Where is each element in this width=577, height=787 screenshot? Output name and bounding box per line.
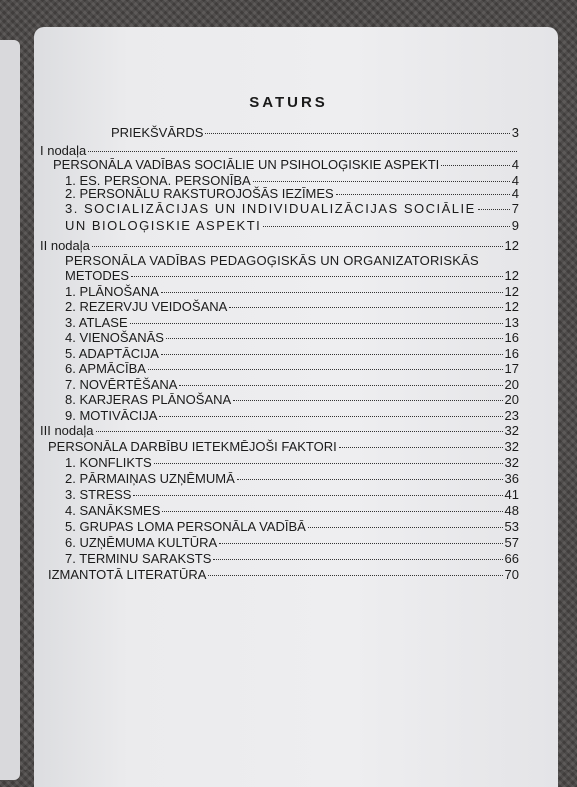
dot-leader [92,246,503,247]
toc-entry [111,125,519,141]
dot-leader [133,495,502,496]
toc-entry [40,423,519,439]
dot-leader [219,543,502,544]
toc-entry-page-number: 32 [504,423,519,438]
toc-entry [65,253,519,269]
toc-entry [65,471,519,487]
toc-entry [65,408,519,424]
toc-entry [65,299,519,315]
toc-entry-label: 1. KONFLIKTS [65,455,152,470]
page-title: SATURS [249,94,328,111]
dot-leader [205,133,509,134]
toc-entry-page-number: 16 [504,346,519,361]
toc-entry-label: 1. ES. PERSONA. PERSONĪBA [65,173,251,188]
dot-leader [159,416,502,417]
dot-leader [253,181,510,182]
toc-entry [65,218,519,234]
dot-leader [229,307,502,308]
toc-entry-page-number: 48 [504,503,519,518]
toc-entry-label: 7. TERMINU SARAKSTS [65,551,212,566]
dot-leader [130,323,503,324]
toc-entry-page-number: 70 [504,567,519,582]
toc-entry-label: UN BIOLOĢISKIE ASPEKTI [65,218,262,233]
dot-leader [148,369,503,370]
dot-leader [478,209,510,210]
dot-leader [154,463,503,464]
dot-leader [208,575,502,576]
toc-entry-label: 2. PĀRMAIŅAS UZŅĒMUMĀ [65,471,235,486]
toc-entry [65,284,519,300]
toc-entry-page-number: 12 [504,284,519,299]
toc-entry-label: II nodaļa [40,238,90,253]
toc-entry-label: 3. ATLASE [65,315,128,330]
toc-entry-page-number: 23 [504,408,519,423]
dot-leader [263,226,509,227]
toc-entry-page-number: 16 [504,330,519,345]
toc-entry-label: III nodaļa [40,423,94,438]
toc-entry-page-number: 66 [504,551,519,566]
toc-entry [65,315,519,331]
toc-entry-label: 3. STRESS [65,487,132,502]
toc-entry-label: PERSONĀLA VADĪBAS SOCIĀLIE UN PSIHOLOĢISKIE ASPEKTI [53,157,440,172]
dot-leader [166,338,503,339]
toc-entry [65,519,519,535]
toc-entry-label: 3. SOCIALIZĀCIJAS UN INDIVIDUALIZĀCIJAS SOCIĀLIE [65,201,476,216]
dot-leader [161,354,503,355]
toc-entry-page-number: 32 [504,439,519,454]
dot-leader [131,276,502,277]
dot-leader [88,151,517,152]
toc-entry-label: METODES [65,268,130,283]
toc-entry-page-number: 9 [511,218,519,233]
toc-entry-label: I nodaļa [40,143,87,158]
toc-entry [48,567,519,583]
toc-entry [65,330,519,346]
toc-entry [65,455,519,471]
toc-entry-page-number: 3 [511,125,519,140]
dot-leader [96,431,503,432]
toc-entry [40,238,519,254]
toc-entry-label: 6. APMĀCĪBA [65,361,146,376]
toc-entry [65,268,519,284]
toc-entry [65,201,519,217]
toc-entry [53,157,519,173]
toc-entry [65,535,519,551]
dot-leader [308,527,503,528]
toc-entry [48,439,519,455]
dot-leader [441,165,509,166]
toc-entry-label: PERSONĀLA VADĪBAS PEDAGOĢISKĀS UN ORGANIZATORISKĀS [65,253,479,268]
toc-entry-page-number: 7 [511,201,519,216]
toc-entry-page-number: 12 [504,299,519,314]
toc-entry [65,551,519,567]
toc-entry [65,503,519,519]
toc-entry-page-number: 17 [504,361,519,376]
toc-entry-page-number: 4 [511,173,519,188]
toc-entry-page-number: 4 [511,186,519,201]
toc-entry-page-number: 32 [504,455,519,470]
toc-entry-label: 8. KARJERAS PLĀNOŠANA [65,392,232,407]
toc-entry-page-number: 57 [504,535,519,550]
toc-entry-page-number: 36 [504,471,519,486]
toc-entry-page-number: 13 [504,315,519,330]
toc-entry-label: IZMANTOTĀ LITERATŪRA [48,567,207,582]
dot-leader [336,194,510,195]
toc-entry-label: 9. MOTIVĀCIJA [65,408,158,423]
dot-leader [162,511,502,512]
toc-entry-page-number: 20 [504,377,519,392]
dot-leader [339,447,503,448]
toc-entry-label: 5. GRUPAS LOMA PERSONĀLA VADĪBĀ [65,519,306,534]
toc-entry-label: 4. VIENOŠANĀS [65,330,164,345]
toc-entry [65,377,519,393]
dot-leader [179,385,502,386]
toc-entry [65,186,519,202]
toc-entry-label: PRIEKŠVĀRDS [111,125,204,140]
toc-entry [65,361,519,377]
dot-leader [213,559,502,560]
dot-leader [237,479,503,480]
toc-entry-label: 5. ADAPTĀCIJA [65,346,159,361]
toc-entry-page-number: 12 [504,268,519,283]
toc-entry-page-number: 53 [504,519,519,534]
toc-entry-label: 4. SANĀKSMES [65,503,161,518]
dot-leader [161,292,503,293]
toc-entry [65,392,519,408]
toc-entry-label: 2. REZERVJU VEIDOŠANA [65,299,228,314]
toc-entry-label: 1. PLĀNOŠANA [65,284,159,299]
dot-leader [233,400,502,401]
toc-entry-page-number: 12 [504,238,519,253]
toc-entry-page-number: 41 [504,487,519,502]
toc-entry-label: 6. UZŅĒMUMA KULTŪRA [65,535,218,550]
toc-entry-page-number: 20 [504,392,519,407]
toc-entry-label: PERSONĀLA DARBĪBU IETEKMĒJOŠI FAKTORI [48,439,337,454]
toc-entry-label: 2. PERSONĀLU RAKSTUROJOŠĀS IEZĪMES [65,186,334,201]
toc-entry-page-number: 4 [511,157,519,172]
toc-entry [65,346,519,362]
toc-entry [65,487,519,503]
toc-entry-label: 7. NOVĒRTĒŠANA [65,377,178,392]
